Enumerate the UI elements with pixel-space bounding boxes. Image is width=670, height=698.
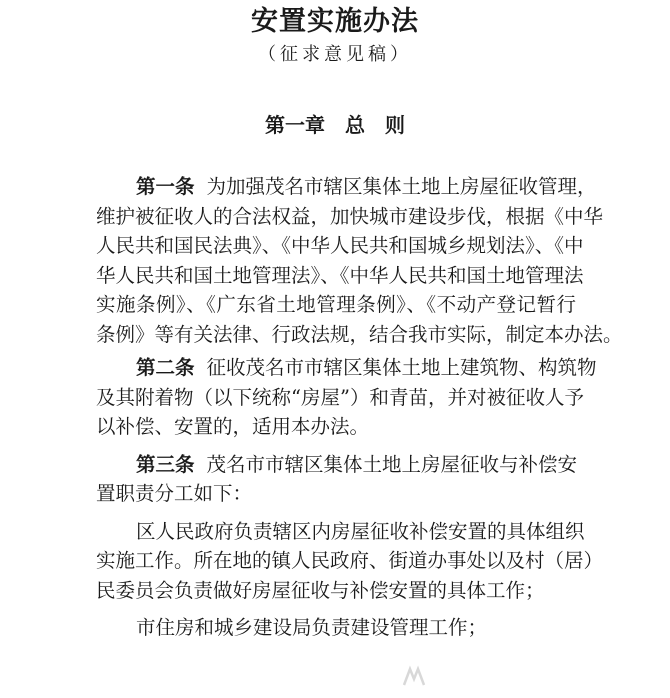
text-line: 及其附着物（以下统称“房屋”）和青苗，并对被征收人予 <box>96 385 584 409</box>
text-line <box>136 172 597 202</box>
text-line: 民委员会负责做好房屋征收与补偿安置的具体工作； <box>96 578 545 602</box>
text-line: 实施条例》、《广东省土地管理条例》、《不动产登记暂行 <box>96 293 576 316</box>
chapter-name: 总 则 <box>345 113 405 137</box>
article-label: 第二条 <box>136 356 195 379</box>
document-title: 安置实施办法 <box>251 6 419 37</box>
text-line <box>136 353 597 383</box>
text-line: 条例》等有关法律、行政法规，结合我市实际，制定本办法。 <box>96 322 623 346</box>
text-line: 实施工作。所在地的镇人民政府、街道办事处以及村（居） <box>96 549 604 572</box>
watermark-logo-icon <box>400 663 428 691</box>
text-line: 维护被征收人的合法权益，加快城市建设步伐，根据《中华 <box>96 204 604 228</box>
text-line: 华人民共和国土地管理法》、《中华人民共和国土地管理法 <box>96 263 584 287</box>
text-line: 人民共和国民法典》、《中华人民共和国城乡规划法》、《中 <box>96 234 584 257</box>
chapter-heading <box>0 110 670 140</box>
chapter-number: 第一章 <box>265 113 325 137</box>
article-text: 茂名市市辖区集体土地上房屋征收与补偿安 <box>206 452 578 476</box>
text-line: 市住房和城乡建设局负责建设管理工作； <box>136 616 488 639</box>
article-label: 第一条 <box>136 175 195 198</box>
document-subtitle: （征求意见稿） <box>258 44 412 65</box>
text-line: 以补偿、安置的，适用本办法。 <box>96 415 370 438</box>
article-text: 征收茂名市市辖区集体土地上建筑物、构筑物 <box>206 356 597 379</box>
text-line <box>136 450 576 480</box>
text-line: 区人民政府负责辖区内房屋征收补偿安置的具体组织 <box>136 519 585 543</box>
article-text: 为加强茂名市辖区集体土地上房屋征收管理， <box>206 175 597 198</box>
text-line: 置职责分工如下： <box>96 482 253 505</box>
article-label: 第三条 <box>136 452 195 476</box>
